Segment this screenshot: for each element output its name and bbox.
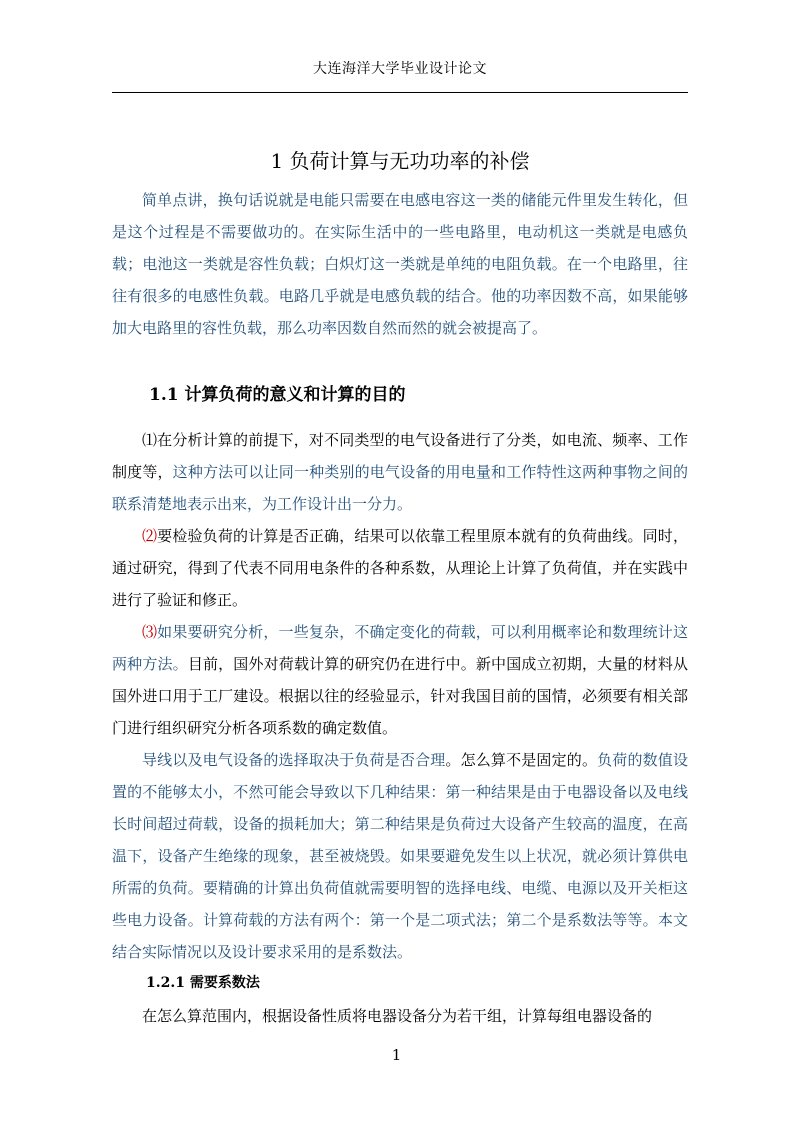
list-item-1 <box>112 424 688 520</box>
list-item-2-number: ⑵ <box>142 527 158 545</box>
subsection-title-1-2-1: 1.2.1 需要系数法 <box>146 975 260 991</box>
load-selection-highlight-1: 导线以及电气设备的选择取决于负荷是否合理 <box>142 751 446 769</box>
header-divider <box>112 92 688 93</box>
list-item-2-text: 要检验负荷的计算是否正确，结果可以依靠工程里原本就有的负荷曲线。同时，通过研究，得到了代表不同用电条件的各种系数，从理论上计算了负荷值，并在实践中进行了验证和修正。 <box>112 527 688 609</box>
list-item-3-text: 目前，国外对荷载计算的研究仍在进行中。新中国成立初期，大量的材料从国外进口用于工厂建设。根据以往的经验显示，针对我国目前的国情，必须要有相关部门进行组织研究分析各项系数的确定数值。 <box>112 655 688 737</box>
page-body <box>112 146 688 1032</box>
load-selection-highlight-2: 负荷的数值设置的不能够太小，不然可能会导致以下几种结果：第一种结果是由于电器设备以及电线长时间超过荷载，设备的损耗加大；第二种结果是负荷过大设备产生较高的温度，在高温下，设备产生绝缘的现象，甚至被烧毁。如果要避免发生以上状况，就必须计算供电所需的负荷。要精确的计算出负荷值就需要明智的选择电线、电缆、电源以及开关柜这些电力设备。计算荷载的方法有两个：第一个是二项式法；第二个是系数法等等。本文结合实际情况以及设计要求采用的是系数法。 <box>112 751 688 961</box>
list-item-1-text: 在分析计算的前提下，对不同类型的电气设备进行了分类，如电流、频率、工作制度等， <box>112 431 688 481</box>
demand-factor-paragraph: 在怎么算范围内，根据设备性质将电器设备分为若干组，计算每组电器设备的 <box>142 1007 653 1025</box>
list-item-1-number: ⑴ <box>142 431 158 449</box>
list-item-3-number: ⑶ <box>142 623 158 641</box>
page-number: 1 <box>391 1046 402 1064</box>
running-header: 大连海洋大学毕业设计论文 <box>313 61 487 77</box>
load-selection-paragraph <box>112 744 688 968</box>
list-item-2 <box>112 520 688 616</box>
list-item-3-highlight: 如果要研究分析，一些复杂，不确定变化的荷载，可以利用概率论和数理统计这两种方法。 <box>112 623 688 673</box>
load-selection-text: 。怎么算不是固定的。 <box>445 751 598 769</box>
chapter-title: 1 负荷计算与无功功率的补偿 <box>270 149 530 173</box>
section-title-1-1: 1.1 计算负荷的意义和计算的目的 <box>149 385 406 405</box>
list-item-3 <box>112 616 688 744</box>
list-item-1-highlight: 这种方法可以让同一种类别的电气设备的用电量和工作特性这两种事物之间的联系清楚地表示出来，为工作设计出一分力。 <box>112 463 688 513</box>
chapter-intro-paragraph: 简单点讲，换句话说就是电能只需要在电感电容这一类的储能元件里发生转化，但是这个过程是不需要做功的。在实际生活中的一些电路里，电动机这一类就是电感负载；电池这一类就是容性负载；白炽灯这一类就是单纯的电阻负载。在一个电路里，往往有很多的电感性负载。电路几乎就是电感负载的结合。他的功率因数不高，如果能够加大电路里的容性负载，那么功率因数自然而然的就会被提高了。 <box>112 191 688 337</box>
